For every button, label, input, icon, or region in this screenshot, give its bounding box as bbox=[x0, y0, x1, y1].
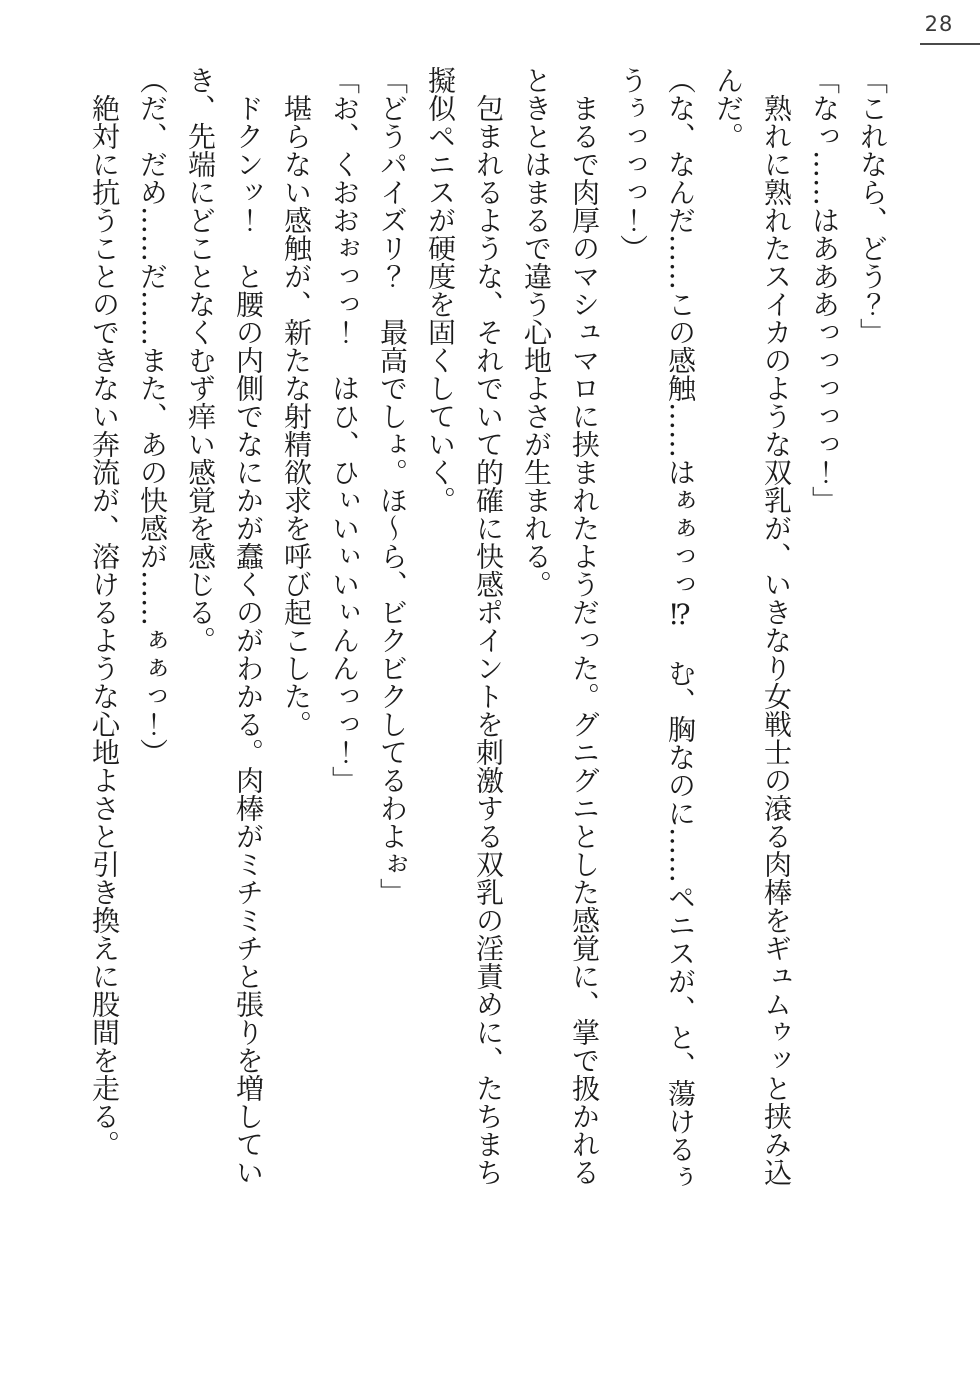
text-body bbox=[80, 66, 896, 1256]
text-line: 「どうパイズリ？ 最高でしょ。ほ～ら、ビクビクしてるわよぉ」 bbox=[376, 66, 409, 906]
text-line: ときとはまるで違う心地よさが生まれる。 bbox=[520, 66, 553, 598]
text-line: 堪らない感触が、新たな射精欲求を呼び起こした。 bbox=[280, 66, 313, 738]
text-line: 「お、くおおぉっっ！ はひ、ひぃいぃいぃんんっっ！」 bbox=[328, 66, 361, 794]
text-line: 絶対に抗うことのできない奔流が、溶けるような心地よさと引き換えに股間を走る。 bbox=[88, 66, 121, 1158]
page-number: 28 bbox=[924, 12, 954, 36]
text-line: まるで肉厚のマシュマロに挟まれたようだった。グニグニとした感覚に、掌で扱かれる bbox=[568, 66, 601, 1186]
header-rule bbox=[920, 43, 980, 45]
text-line: （だ、だめ……だ……また、あの快感が……ぁぁっ！） bbox=[136, 66, 169, 766]
text-line: 熟れに熟れたスイカのような双乳が、いきなり女戦士の滾る肉棒をギュムゥッと挟み込 bbox=[760, 66, 793, 1186]
text-line: 包まれるような、それでいて的確に快感ポイントを刺激する双乳の淫責めに、たちまち bbox=[472, 66, 505, 1186]
text-line: うぅっっっ！） bbox=[616, 66, 649, 262]
text-line: ドクンッ！ と腰の内側でなにかが蠢くのがわかる。肉棒がミチミチと張りを増してい bbox=[232, 66, 265, 1186]
text-line: 「これなら、どう？」 bbox=[856, 66, 889, 346]
text-line: んだ。 bbox=[712, 66, 745, 150]
text-line: （な、なんだ……この感触……はぁぁっっ⁉ む、胸なのに……ペニスが、と、蕩けるぅ bbox=[664, 66, 697, 1191]
text-line: 擬似ペニスが硬度を固くしていく。 bbox=[424, 66, 457, 514]
text-line: き、先端にどことなくむず痒い感覚を感じる。 bbox=[184, 66, 217, 654]
text-line: 「なっ……はあああっっっっっ！」 bbox=[808, 66, 841, 514]
